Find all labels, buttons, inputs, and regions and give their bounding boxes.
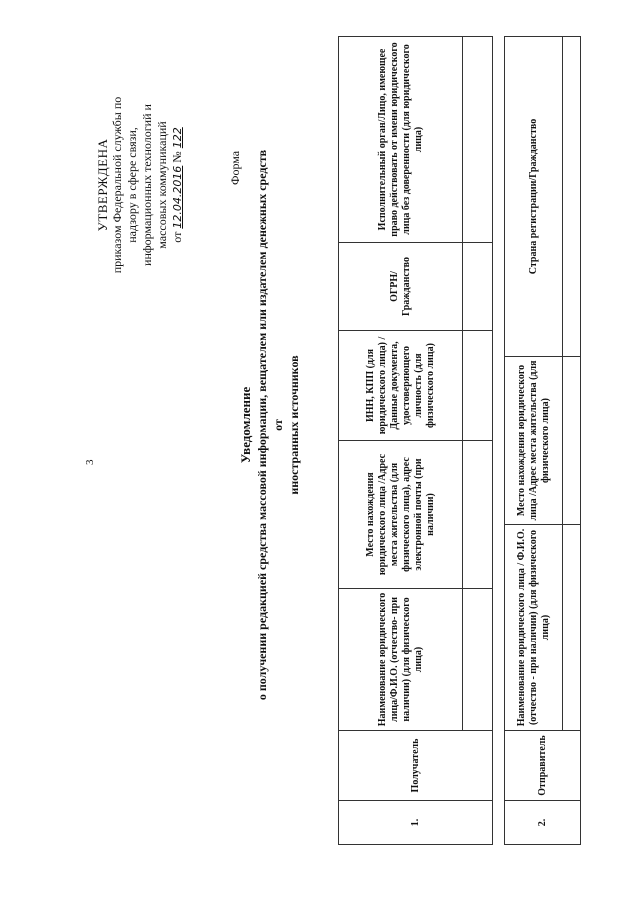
- approval-heading: УТВЕРЖДЕНА: [95, 138, 110, 232]
- approval-line: информационных технологий и: [140, 104, 154, 266]
- page-number: 3: [84, 459, 96, 465]
- approval-line: надзору в сфере связи,: [125, 127, 139, 243]
- column-header: Наименование юридического лица / Ф.И.О. (отчество - при наличии) (для физического лица): [505, 525, 563, 731]
- date-prefix: от: [170, 231, 184, 243]
- document-title: [238, 145, 302, 705]
- empty-cell: [563, 525, 581, 731]
- column-header: Исполнительный орган/Лицо, имеющее право действовать от имени юридического лица без доверенности (для юридического лица): [339, 37, 463, 243]
- column-header: Место нахождения юридического лица /Адрес места жительства (для физического лица), адрес электронной почты (при наличии): [339, 441, 463, 589]
- column-header: Страна регистрации/Гражданство: [505, 37, 563, 357]
- row-label: Получатель: [339, 731, 493, 801]
- row-number: 1.: [339, 801, 493, 845]
- handwritten-date: 12.04.2016: [171, 165, 184, 229]
- column-header: Место нахождения юридического лица /Адрес места жительства (для физического лица): [505, 357, 563, 525]
- column-header: Наименование юридического лица/Ф.И.О. (отчество- при наличии) (для физического лица): [339, 589, 463, 731]
- approval-date-line: [170, 65, 185, 305]
- row-number: 2.: [505, 801, 581, 845]
- recipient-table: [338, 36, 493, 845]
- approval-line: приказом Федеральной службы по: [110, 96, 124, 274]
- title-line: иностранных источников: [287, 355, 301, 495]
- row-label: Отправитель: [505, 731, 581, 801]
- approval-stamp: [95, 65, 185, 305]
- column-header: ОГРН/ Гражданство: [339, 243, 463, 331]
- empty-cell: [563, 37, 581, 357]
- approval-line: массовых коммуникаций: [155, 121, 169, 249]
- handwritten-number: 122: [171, 127, 184, 149]
- column-header: ИНН, КПП (для юридического лица) / Данные документа, удостоверяющего личность (для физического лица): [339, 331, 463, 441]
- empty-cell: [463, 441, 493, 589]
- form-label: Форма: [228, 150, 242, 185]
- sender-table: [504, 36, 581, 845]
- title-line: о получении редакцией средства массовой информации, вещателем или издателем денежных средств от: [255, 149, 285, 701]
- empty-cell: [463, 37, 493, 243]
- empty-cell: [463, 243, 493, 331]
- empty-cell: [463, 589, 493, 731]
- number-prefix: №: [170, 151, 184, 163]
- empty-cell: [463, 331, 493, 441]
- title-line: Уведомление: [238, 386, 253, 464]
- empty-cell: [563, 357, 581, 525]
